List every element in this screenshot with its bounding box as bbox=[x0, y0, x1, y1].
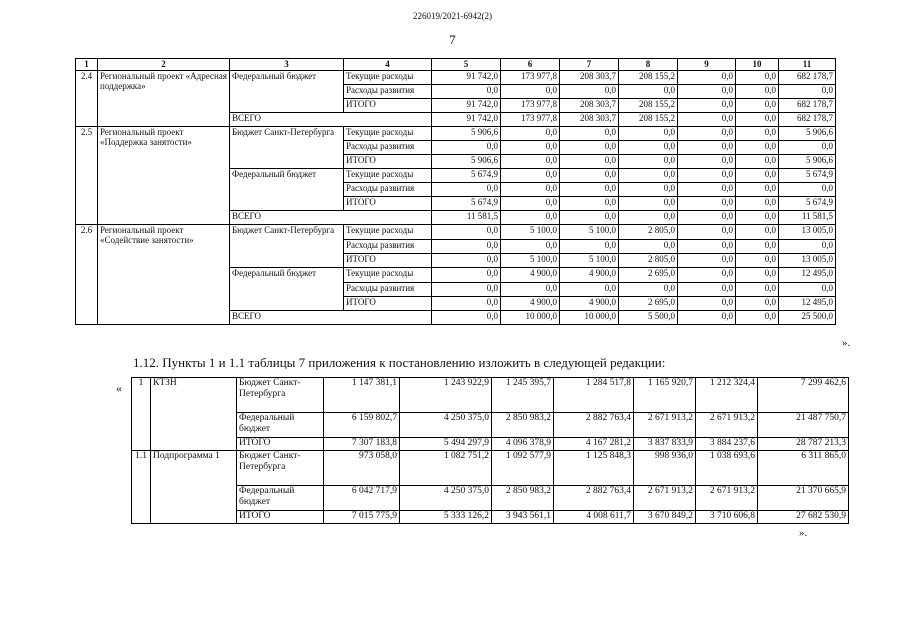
value-cell: 0,0 bbox=[432, 141, 501, 155]
value-cell: 4 900,0 bbox=[560, 297, 619, 311]
value-cell: 0,0 bbox=[779, 183, 836, 197]
expense-type: Расходы развития bbox=[344, 85, 432, 99]
value-cell: 0,0 bbox=[432, 240, 501, 254]
table-row bbox=[132, 486, 849, 511]
budget-source: ИТОГО bbox=[237, 511, 324, 524]
value-cell: 5 906,6 bbox=[432, 127, 501, 141]
budget-source: ИТОГО bbox=[237, 438, 324, 451]
total-value: 10 000,0 bbox=[560, 311, 619, 325]
value-cell: 0,0 bbox=[678, 155, 736, 169]
value-cell: 208 155,2 bbox=[619, 99, 678, 113]
value-cell: 7 015 775,9 bbox=[324, 511, 400, 524]
value-cell: 1 212 324,4 bbox=[696, 378, 758, 413]
expense-type: ИТОГО bbox=[344, 254, 432, 268]
total-value: 682 178,7 bbox=[779, 113, 836, 127]
total-value: 10 000,0 bbox=[501, 311, 560, 325]
value-cell: 0,0 bbox=[560, 169, 619, 183]
value-cell: 6 159 802,7 bbox=[324, 413, 400, 438]
column-header: 5 bbox=[432, 59, 501, 71]
expense-type: ИТОГО bbox=[344, 155, 432, 169]
amendment-paragraph: 1.12. Пункты 1 и 1.1 таблицы 7 приложения к постановлению изложить в следующей редакции: bbox=[133, 355, 666, 370]
table-row bbox=[132, 511, 849, 524]
total-value: 0,0 bbox=[678, 113, 736, 127]
total-value: 0,0 bbox=[678, 311, 736, 325]
value-cell: 2 850 983,2 bbox=[492, 486, 554, 511]
total-value: 0,0 bbox=[501, 211, 560, 225]
column-header: 11 bbox=[779, 59, 836, 71]
value-cell: 1 243 922,9 bbox=[400, 378, 492, 413]
value-cell: 0,0 bbox=[736, 169, 779, 183]
value-cell: 208 303,7 bbox=[560, 99, 619, 113]
value-cell: 0,0 bbox=[501, 141, 560, 155]
value-cell: 1 245 395,7 bbox=[492, 378, 554, 413]
expense-type: Расходы развития bbox=[344, 183, 432, 197]
total-value: 25 500,0 bbox=[779, 311, 836, 325]
section-name: Региональный проект «Адресная поддержка» bbox=[98, 71, 230, 127]
value-cell: 13 005,0 bbox=[779, 225, 836, 240]
value-cell: 5 906,6 bbox=[432, 155, 501, 169]
value-cell: 0,0 bbox=[560, 197, 619, 211]
total-value: 5 500,0 bbox=[619, 311, 678, 325]
value-cell: 0,0 bbox=[619, 240, 678, 254]
expense-type: Расходы развития bbox=[344, 240, 432, 254]
value-cell: 0,0 bbox=[501, 169, 560, 183]
value-cell: 0,0 bbox=[432, 85, 501, 99]
total-label: ВСЕГО bbox=[230, 211, 432, 225]
value-cell: 3 943 561,1 bbox=[492, 511, 554, 524]
total-value: 0,0 bbox=[736, 113, 779, 127]
value-cell: 0,0 bbox=[736, 197, 779, 211]
total-label: ВСЕГО bbox=[230, 113, 432, 127]
value-cell: 0,0 bbox=[501, 197, 560, 211]
total-value: 0,0 bbox=[736, 311, 779, 325]
value-cell: 0,0 bbox=[619, 283, 678, 297]
value-cell: 5 906,6 bbox=[779, 155, 836, 169]
budget-source: Федеральный бюджет bbox=[230, 71, 344, 113]
total-value: 0,0 bbox=[432, 311, 501, 325]
value-cell: 0,0 bbox=[736, 155, 779, 169]
value-cell: 0,0 bbox=[736, 254, 779, 268]
budget-table-regional-projects bbox=[75, 58, 836, 325]
value-cell: 682 178,7 bbox=[779, 99, 836, 113]
value-cell: 1 165 920,7 bbox=[634, 378, 696, 413]
total-label: ВСЕГО bbox=[230, 311, 432, 325]
value-cell: 5 100,0 bbox=[501, 225, 560, 240]
value-cell: 12 495,0 bbox=[779, 268, 836, 283]
value-cell: 0,0 bbox=[501, 240, 560, 254]
expense-type: Текущие расходы bbox=[344, 127, 432, 141]
value-cell: 0,0 bbox=[779, 283, 836, 297]
column-header: 3 bbox=[230, 59, 344, 71]
budget-source: Бюджет Санкт-Петербурга bbox=[237, 378, 324, 413]
total-value: 208 155,2 bbox=[619, 113, 678, 127]
value-cell: 0,0 bbox=[736, 297, 779, 311]
table-row bbox=[76, 127, 836, 141]
value-cell: 0,0 bbox=[560, 141, 619, 155]
value-cell: 0,0 bbox=[432, 297, 501, 311]
value-cell: 91 742,0 bbox=[432, 99, 501, 113]
value-cell: 0,0 bbox=[432, 225, 501, 240]
budget-source: Федеральный бюджет bbox=[230, 268, 344, 311]
item-number: 1.1 bbox=[132, 451, 151, 524]
value-cell: 7 299 462,6 bbox=[758, 378, 849, 413]
value-cell: 2 805,0 bbox=[619, 254, 678, 268]
value-cell: 0,0 bbox=[678, 283, 736, 297]
value-cell: 2 671 913,2 bbox=[634, 413, 696, 438]
section-number: 2.6 bbox=[76, 225, 98, 325]
column-header: 10 bbox=[736, 59, 779, 71]
value-cell: 0,0 bbox=[560, 85, 619, 99]
value-cell: 0,0 bbox=[736, 183, 779, 197]
value-cell: 4 900,0 bbox=[501, 297, 560, 311]
value-cell: 5 100,0 bbox=[560, 254, 619, 268]
column-header: 6 bbox=[501, 59, 560, 71]
value-cell: 0,0 bbox=[560, 155, 619, 169]
value-cell: 0,0 bbox=[678, 240, 736, 254]
value-cell: 0,0 bbox=[678, 85, 736, 99]
page-number: 7 bbox=[449, 32, 456, 47]
value-cell: 0,0 bbox=[619, 141, 678, 155]
value-cell: 28 787 213,3 bbox=[758, 438, 849, 451]
value-cell: 1 284 517,8 bbox=[554, 378, 634, 413]
value-cell: 3 710 606,8 bbox=[696, 511, 758, 524]
value-cell: 0,0 bbox=[678, 268, 736, 283]
value-cell: 0,0 bbox=[619, 85, 678, 99]
expense-type: ИТОГО bbox=[344, 99, 432, 113]
value-cell: 208 155,2 bbox=[619, 71, 678, 85]
value-cell: 0,0 bbox=[619, 197, 678, 211]
value-cell: 3 884 237,6 bbox=[696, 438, 758, 451]
expense-type: Текущие расходы bbox=[344, 268, 432, 283]
expense-type: ИТОГО bbox=[344, 197, 432, 211]
value-cell: 5 674,9 bbox=[432, 169, 501, 183]
value-cell: 0,0 bbox=[560, 240, 619, 254]
value-cell: 3 670 849,2 bbox=[634, 511, 696, 524]
item-name: КТЗН bbox=[151, 378, 237, 451]
total-value: 91 742,0 bbox=[432, 113, 501, 127]
column-header: 2 bbox=[98, 59, 230, 71]
value-cell: 998 936,0 bbox=[634, 451, 696, 486]
value-cell: 0,0 bbox=[432, 183, 501, 197]
value-cell: 0,0 bbox=[736, 240, 779, 254]
value-cell: 0,0 bbox=[678, 297, 736, 311]
table-row bbox=[76, 225, 836, 240]
value-cell: 173 977,8 bbox=[501, 99, 560, 113]
value-cell: 0,0 bbox=[619, 127, 678, 141]
total-value: 208 303,7 bbox=[560, 113, 619, 127]
value-cell: 5 100,0 bbox=[560, 225, 619, 240]
table-row bbox=[132, 438, 849, 451]
value-cell: 1 092 577,9 bbox=[492, 451, 554, 486]
value-cell: 0,0 bbox=[501, 155, 560, 169]
total-value: 0,0 bbox=[560, 211, 619, 225]
item-number: 1 bbox=[132, 378, 151, 451]
value-cell: 4 250 375,0 bbox=[400, 486, 492, 511]
budget-table-ktzn bbox=[131, 377, 849, 524]
value-cell: 682 178,7 bbox=[779, 71, 836, 85]
value-cell: 973 058,0 bbox=[324, 451, 400, 486]
value-cell: 0,0 bbox=[678, 99, 736, 113]
value-cell: 2 882 763,4 bbox=[554, 413, 634, 438]
value-cell: 0,0 bbox=[501, 85, 560, 99]
table-row bbox=[132, 451, 849, 486]
total-value: 0,0 bbox=[678, 211, 736, 225]
closing-quote: ». bbox=[799, 527, 808, 539]
table-row bbox=[132, 413, 849, 438]
value-cell: 12 495,0 bbox=[779, 297, 836, 311]
value-cell: 0,0 bbox=[560, 283, 619, 297]
value-cell: 27 682 530,9 bbox=[758, 511, 849, 524]
expense-type: Текущие расходы bbox=[344, 225, 432, 240]
value-cell: 173 977,8 bbox=[501, 71, 560, 85]
section-number: 2.4 bbox=[76, 71, 98, 127]
value-cell: 0,0 bbox=[678, 127, 736, 141]
value-cell: 5 674,9 bbox=[779, 197, 836, 211]
table-header-row bbox=[76, 59, 836, 71]
value-cell: 0,0 bbox=[736, 141, 779, 155]
value-cell: 5 333 126,2 bbox=[400, 511, 492, 524]
value-cell: 1 125 848,3 bbox=[554, 451, 634, 486]
column-header: 1 bbox=[76, 59, 98, 71]
value-cell: 0,0 bbox=[619, 169, 678, 183]
value-cell: 3 837 833,9 bbox=[634, 438, 696, 451]
value-cell: 0,0 bbox=[779, 240, 836, 254]
total-value: 0,0 bbox=[619, 211, 678, 225]
table-row bbox=[132, 378, 849, 413]
column-header: 8 bbox=[619, 59, 678, 71]
expense-type: Текущие расходы bbox=[344, 169, 432, 183]
value-cell: 0,0 bbox=[678, 254, 736, 268]
value-cell: 4 008 611,7 bbox=[554, 511, 634, 524]
column-header: 9 bbox=[678, 59, 736, 71]
total-value: 0,0 bbox=[736, 211, 779, 225]
value-cell: 0,0 bbox=[432, 254, 501, 268]
value-cell: 5 906,6 bbox=[779, 127, 836, 141]
value-cell: 0,0 bbox=[736, 268, 779, 283]
item-name: Подпрограмма 1 bbox=[151, 451, 237, 524]
value-cell: 0,0 bbox=[501, 283, 560, 297]
value-cell: 0,0 bbox=[736, 283, 779, 297]
value-cell: 0,0 bbox=[619, 183, 678, 197]
value-cell: 4 900,0 bbox=[501, 268, 560, 283]
column-header: 4 bbox=[344, 59, 432, 71]
value-cell: 0,0 bbox=[432, 268, 501, 283]
value-cell: 5 100,0 bbox=[501, 254, 560, 268]
expense-type: Расходы развития bbox=[344, 141, 432, 155]
budget-source: Бюджет Санкт-Петербурга bbox=[230, 225, 344, 268]
value-cell: 4 167 281,2 bbox=[554, 438, 634, 451]
value-cell: 5 674,9 bbox=[432, 197, 501, 211]
value-cell: 2 671 913,2 bbox=[696, 486, 758, 511]
expense-type: ИТОГО bbox=[344, 297, 432, 311]
section-name: Региональный проект «Содействие занятости» bbox=[98, 225, 230, 325]
opening-quote: « bbox=[116, 381, 122, 395]
expense-type: Расходы развития bbox=[344, 283, 432, 297]
value-cell: 0,0 bbox=[432, 283, 501, 297]
table-row bbox=[76, 71, 836, 85]
value-cell: 4 900,0 bbox=[560, 268, 619, 283]
value-cell: 91 742,0 bbox=[432, 71, 501, 85]
value-cell: 0,0 bbox=[736, 85, 779, 99]
value-cell: 2 671 913,2 bbox=[696, 413, 758, 438]
value-cell: 0,0 bbox=[736, 71, 779, 85]
budget-source: Федеральный бюджет bbox=[237, 413, 324, 438]
value-cell: 0,0 bbox=[560, 127, 619, 141]
value-cell: 1 147 381,1 bbox=[324, 378, 400, 413]
value-cell: 6 042 717,9 bbox=[324, 486, 400, 511]
value-cell: 21 487 750,7 bbox=[758, 413, 849, 438]
column-header: 7 bbox=[560, 59, 619, 71]
value-cell: 4 096 378,9 bbox=[492, 438, 554, 451]
value-cell: 2 695,0 bbox=[619, 268, 678, 283]
closing-quote: ». bbox=[842, 337, 851, 349]
value-cell: 21 370 665,9 bbox=[758, 486, 849, 511]
budget-source: Бюджет Санкт-Петербурга bbox=[230, 127, 344, 169]
value-cell: 0,0 bbox=[501, 183, 560, 197]
value-cell: 0,0 bbox=[678, 169, 736, 183]
value-cell: 13 005,0 bbox=[779, 254, 836, 268]
section-number: 2.5 bbox=[76, 127, 98, 225]
value-cell: 6 311 865,0 bbox=[758, 451, 849, 486]
value-cell: 0,0 bbox=[736, 127, 779, 141]
value-cell: 208 303,7 bbox=[560, 71, 619, 85]
value-cell: 5 674,9 bbox=[779, 169, 836, 183]
value-cell: 7 307 183,8 bbox=[324, 438, 400, 451]
value-cell: 2 805,0 bbox=[619, 225, 678, 240]
value-cell: 0,0 bbox=[779, 141, 836, 155]
total-value: 11 581,5 bbox=[432, 211, 501, 225]
value-cell: 0,0 bbox=[678, 183, 736, 197]
value-cell: 4 250 375,0 bbox=[400, 413, 492, 438]
value-cell: 0,0 bbox=[501, 127, 560, 141]
total-value: 173 977,8 bbox=[501, 113, 560, 127]
value-cell: 2 882 763,4 bbox=[554, 486, 634, 511]
budget-source: Федеральный бюджет bbox=[237, 486, 324, 511]
value-cell: 2 850 983,2 bbox=[492, 413, 554, 438]
value-cell: 0,0 bbox=[678, 197, 736, 211]
budget-source: Бюджет Санкт-Петербурга bbox=[237, 451, 324, 486]
value-cell: 0,0 bbox=[736, 99, 779, 113]
section-name: Региональный проект «Поддержка занятости» bbox=[98, 127, 230, 225]
value-cell: 0,0 bbox=[678, 225, 736, 240]
value-cell: 1 038 693,6 bbox=[696, 451, 758, 486]
value-cell: 0,0 bbox=[736, 225, 779, 240]
value-cell: 0,0 bbox=[560, 183, 619, 197]
value-cell: 0,0 bbox=[678, 141, 736, 155]
value-cell: 0,0 bbox=[678, 71, 736, 85]
value-cell: 5 494 297,9 bbox=[400, 438, 492, 451]
expense-type: Текущие расходы bbox=[344, 71, 432, 85]
total-value: 11 581,5 bbox=[779, 211, 836, 225]
value-cell: 0,0 bbox=[779, 85, 836, 99]
value-cell: 2 671 913,2 bbox=[634, 486, 696, 511]
budget-source: Федеральный бюджет bbox=[230, 169, 344, 211]
value-cell: 0,0 bbox=[619, 155, 678, 169]
value-cell: 2 695,0 bbox=[619, 297, 678, 311]
value-cell: 1 082 751,2 bbox=[400, 451, 492, 486]
document-id: 226019/2021-6942(2) bbox=[413, 11, 492, 21]
